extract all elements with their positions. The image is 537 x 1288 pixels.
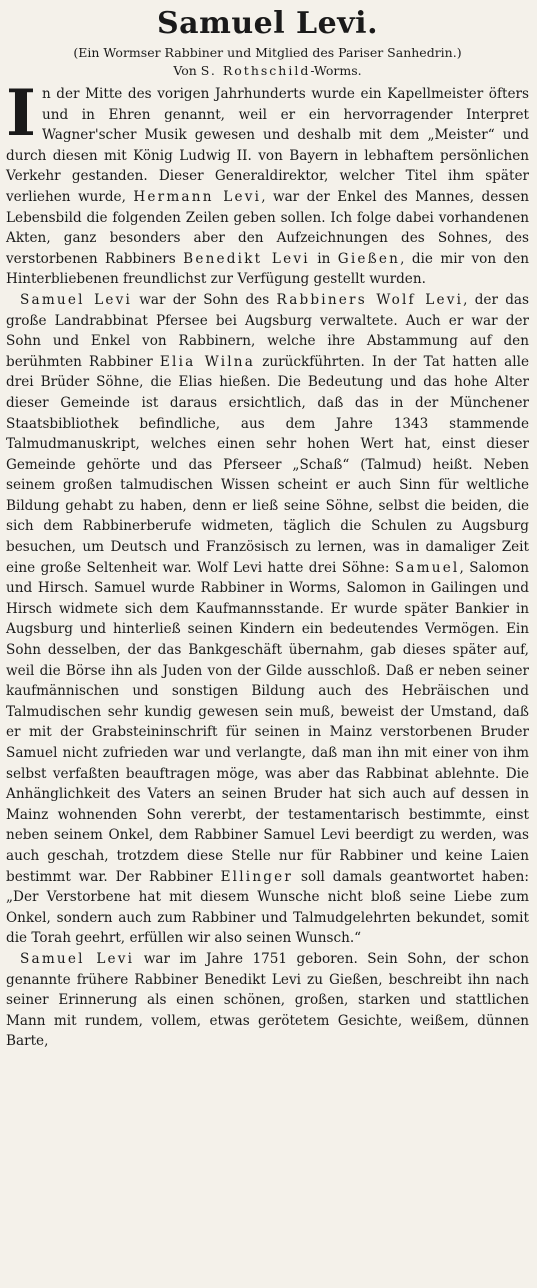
paragraph-2 bbox=[6, 290, 529, 949]
p2-name4: Samuel bbox=[394, 559, 460, 576]
drop-cap: I bbox=[6, 76, 36, 151]
byline-prefix: Von bbox=[173, 63, 201, 78]
p2-text-a: war der Sohn des bbox=[132, 291, 277, 308]
p3-text-a: war im Jahre 1751 geboren. Sein Sohn, der schon genannte frühere Rabbiner Benedikt Levi zu Gießen, beschreibt ihn nach seiner Erinnerung als einen schönen, großen, starken und stattlichen Mann mit rundem, vollem, etwas gerötetem Gesichte, weißem, dünnen Barte, bbox=[6, 950, 529, 1050]
p1-text-c: in bbox=[309, 250, 338, 267]
p2-name2: Rabbiners Wolf Levi bbox=[276, 291, 464, 308]
p1-city: Gießen bbox=[337, 250, 401, 267]
byline-suffix: -Worms. bbox=[310, 63, 362, 78]
p3-name: Samuel Levi bbox=[20, 950, 135, 967]
paragraph-3 bbox=[6, 949, 529, 1052]
p2-name: Samuel Levi bbox=[20, 291, 132, 308]
byline-author: S. Rothschild bbox=[200, 63, 311, 78]
p1-name: Hermann Levi bbox=[133, 188, 262, 205]
article-body bbox=[6, 76, 530, 1052]
p2-text-b: , der das große Landrabbinat Pfersee bei Augsburg verwaltete. Auch er war der Sohn und Enkel von Rabbinern, welche ihre Abstammung auf den berühmten Rabbiner bbox=[6, 291, 529, 370]
p2-name5: Ellinger bbox=[220, 868, 294, 885]
p1-text-d: , die mir von den Hinterbliebenen freundlichst zur Verfügung gestellt wurden. bbox=[6, 250, 530, 288]
p2-name3: Elia Wilna bbox=[159, 353, 256, 370]
p1-name2: Benedikt Levi bbox=[183, 250, 310, 267]
p1-text: n der Mitte des vorigen Jahrhunderts wurde ein Kapellmeister öfters und in Ehren genannt, weil er ein hervorragender Interpret Wagner'scher Musik gewesen und deshalb mit dem „Meister“ und durch diesen mit König Ludwig II. von Bayern in lebhaftem persönlichen Verkehr gestanden. Dieser Generaldirektor, welcher Titel ihm später verliehen wurde, bbox=[6, 86, 529, 205]
p2-text-e: soll damals geantwortet haben: „Der Verstorbene hat mit diesem Wunsche nicht bloß seine Liebe zum Onkel, sondern auch zum Rabbiner und Talmudgelehrten bekundet, somit die Torah geehrt, erfüllen wir also seinen Wunsch.“ bbox=[6, 868, 529, 947]
p2-text-c: zurückführten. In der Tat hatten alle drei Brüder Söhne, die Elias hießen. Die Bedeutung und das hohe Alter dieser Gemeinde ist daraus ersichtlich, daß das in der Münchener Staatsbibliothek befindliche, aus dem Jahre 1343 stammende Talmudmanuskript, welches einen sehr hohen Wert hat, einst dieser Gemeinde gehörte und das Pferseer „Schaß“ (Talmud) heißt. Neben seinem großen talmudischen Wissen scheint er auch Sinn für weltliche Bildung gehabt zu haben, denn er ließ seine Söhne, selbst die beiden, die sich dem Rabbinerberufe widmeten, täglich die Schulen zu Augsburg besuchen, um Deutsch und Französisch zu lernen, was in damaliger Zeit eine große Seltenheit war. Wolf Levi hatte drei Söhne: bbox=[6, 353, 529, 576]
p2-text-d: , Salomon und Hirsch. Samuel wurde Rabbiner in Worms, Salomon in Gailingen und Hirsch widmete sich dem Kaufmannsstande. Er wurde später Bankier in Augsburg und hinterließ seinen Kindern ein bedeutendes Vermögen. Ein Sohn desselben, der das Bankgeschäft übernahm, gab dieses später auf, weil die Börse ihn als Juden von der Gilde ausschloß. Daß er neben seiner kaufmännischen und sonstigen Bildung auch des Hebräischen und Talmudischen sehr kundig gewesen sein muß, beweist der Umstand, daß er mit der Grabsteininschrift für seinen in Mainz verstorbenen Bruder Samuel nicht zufrieden war und verlangte, daß man ihn mit einer von ihm selbst verfaßten beauftragen möge, was aber das Rabbinat ablehnte. Die Anhänglichkeit des Vaters an seinen Bruder hat sich auch auf dessen in Mainz wohnenden Sohn vererbt, der testamentarisch bestimmte, einst neben seinem Onkel, dem Rabbiner Samuel Levi beerdigt zu werden, was auch geschah, trotzdem diese Stelle nur für Rabbiner und keine Laien bestimmt war. Der Rabbiner bbox=[6, 559, 529, 885]
paragraph-1 bbox=[6, 76, 530, 290]
article-byline bbox=[6, 62, 529, 80]
article-subtitle: (Ein Wormser Rabbiner und Mitglied des Pariser Sanhedrin.) bbox=[73, 45, 462, 60]
p1-text-b: , war der Enkel des Mannes, dessen Lebensbild die folgenden Zeilen geben sollen. Ich folge dabei vorhandenen Akten, ganz besonders aber den Aufzeichnungen des Sohnes, des verstorbenen Rabbiners bbox=[6, 188, 529, 267]
article-title: Samuel Levi. bbox=[156, 6, 379, 41]
